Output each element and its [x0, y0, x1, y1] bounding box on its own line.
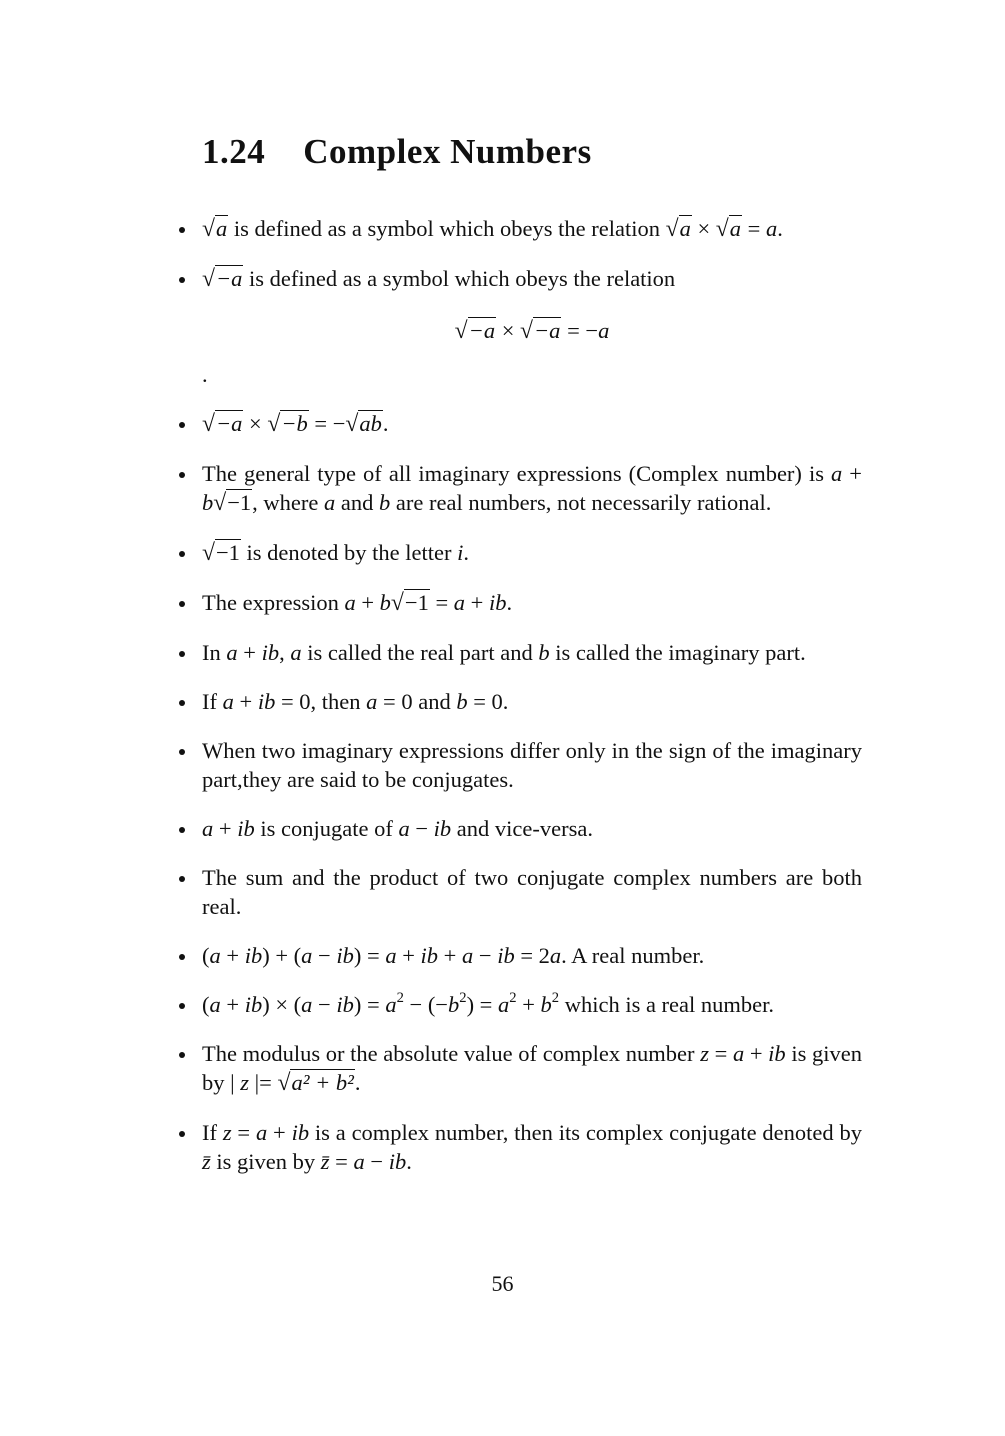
section-heading — [202, 132, 592, 172]
text-run: is given by | — [202, 1041, 862, 1095]
math-symbol: b — [540, 992, 552, 1017]
square-root — [666, 216, 692, 241]
section-number: 1.24 — [202, 132, 266, 171]
bullet-item — [202, 588, 862, 618]
math-symbol: a — [732, 1041, 745, 1066]
text-run: ) × ( — [262, 992, 302, 1017]
text-run: + — [233, 689, 258, 714]
math-symbol: ib — [433, 816, 452, 841]
trailing-period: . — [202, 362, 208, 387]
math-symbol: z — [240, 1070, 250, 1095]
text-run: . — [777, 216, 783, 241]
text-run: + — [842, 461, 862, 486]
bullet-item — [202, 214, 862, 244]
text-run: = — [429, 590, 454, 615]
square-root — [213, 490, 252, 515]
math-symbol: b — [202, 490, 214, 515]
text-run: The sum and the product of two conjugate complex numbers are both real. — [202, 865, 862, 919]
math-symbol: i — [457, 540, 464, 565]
bullet-item — [202, 863, 862, 921]
superscript: 2 — [551, 989, 560, 1006]
math-symbol: a — [453, 590, 466, 615]
math-symbol: a — [301, 943, 313, 968]
bullet-list — [202, 214, 862, 1196]
text-run: − (− — [403, 992, 448, 1017]
math-symbol: a — [398, 816, 410, 841]
square-root — [520, 318, 561, 343]
text-run: + — [516, 992, 541, 1017]
text-run: − — [312, 992, 337, 1017]
bullet-item — [202, 990, 862, 1019]
math-symbol: a — [222, 689, 234, 714]
text-run: ) = — [466, 992, 498, 1017]
text-run: ) = — [353, 992, 386, 1017]
text-run: = 0, then — [275, 689, 367, 714]
math-symbol: ib — [336, 943, 354, 968]
square-root — [391, 590, 430, 615]
text-run: is given by — [210, 1149, 321, 1174]
text-run: = — [708, 1041, 733, 1066]
square-root — [716, 216, 742, 241]
text-run: , — [279, 640, 291, 665]
math-symbol: ib — [497, 943, 515, 968]
text-run: = — [231, 1120, 256, 1145]
superscript: 2 — [396, 989, 404, 1006]
text-run: + — [355, 590, 380, 615]
radicand: a² + b² — [291, 1070, 354, 1095]
math-symbol: ib — [244, 943, 263, 968]
text-run: − — [312, 943, 337, 968]
text-run: = − — [308, 411, 346, 436]
text-run: If — [202, 689, 223, 714]
text-run: The modulus or the absolute value of complex number — [202, 1041, 701, 1066]
superscript: 2 — [459, 989, 467, 1006]
math-symbol: z̄ — [320, 1149, 330, 1174]
math-symbol: a — [385, 943, 397, 968]
math-symbol: ib — [420, 943, 439, 968]
text-run: + — [220, 992, 245, 1017]
math-symbol: ib — [261, 640, 280, 665]
math-symbol: a — [324, 490, 336, 515]
text-run: is conjugate of — [254, 816, 399, 841]
math-symbol: b — [379, 590, 391, 615]
text-run: + — [744, 1041, 769, 1066]
text-run: = 0. — [467, 689, 509, 714]
radicand: −a — [534, 318, 561, 343]
math-symbol: b — [379, 490, 391, 515]
section-title: Complex Numbers — [303, 132, 592, 171]
bullet-item — [202, 1118, 862, 1176]
text-run: is called the real part and — [301, 640, 539, 665]
text-run: − — [473, 943, 498, 968]
math-symbol: ib — [237, 816, 255, 841]
bullet-item — [202, 814, 862, 843]
radicand: −a — [468, 318, 496, 343]
square-root — [202, 540, 241, 565]
radicand: a — [729, 216, 742, 241]
text-run: + — [237, 640, 262, 665]
text-run: . — [382, 411, 389, 436]
math-symbol: a — [598, 318, 610, 343]
text-run: and vice-versa. — [451, 816, 593, 841]
text-run: × — [496, 318, 521, 343]
text-run: ( — [202, 992, 210, 1017]
radicand: −b — [281, 411, 308, 436]
text-run: . — [406, 1149, 412, 1174]
text-run: are real numbers, not necessarily rational. — [390, 490, 772, 515]
radicand: a — [679, 216, 691, 241]
math-symbol: ib — [489, 590, 507, 615]
math-symbol: a — [344, 590, 356, 615]
text-run: . A real number. — [561, 943, 705, 968]
text-run: × — [243, 411, 268, 436]
radicand: −1 — [227, 490, 252, 515]
square-root — [202, 411, 243, 436]
radicand: −a — [215, 266, 243, 291]
math-symbol: ib — [257, 689, 276, 714]
text-run: When two imaginary expressions differ only in the sign of the imaginary part,they are said to be conjugates. — [202, 738, 862, 792]
math-symbol: a — [255, 1120, 268, 1145]
bullet-item — [202, 538, 862, 568]
math-symbol: a — [290, 640, 302, 665]
text-run: . — [354, 1070, 361, 1095]
text-run: |= — [249, 1070, 278, 1095]
square-root — [202, 216, 228, 241]
text-run: − — [364, 1149, 389, 1174]
bullet-item — [202, 687, 862, 716]
math-symbol: ib — [336, 992, 354, 1017]
text-run: + — [220, 943, 245, 968]
math-symbol: a — [366, 689, 378, 714]
bullet-item — [202, 409, 862, 439]
math-symbol: a — [209, 943, 221, 968]
text-run: is denoted by the letter — [240, 540, 458, 565]
math-symbol: b — [456, 689, 468, 714]
radicand: a — [215, 216, 228, 241]
text-run: + — [465, 590, 489, 615]
text-run: ) + ( — [262, 943, 302, 968]
text-run: is defined as a symbol which obeys the relation — [243, 266, 676, 291]
superscript: 2 — [509, 989, 517, 1006]
text-run: , where — [252, 490, 325, 515]
math-symbol: a — [226, 640, 238, 665]
text-run: . — [463, 540, 470, 565]
math-symbol: ib — [244, 992, 263, 1017]
math-symbol: a — [353, 1149, 365, 1174]
page-number: 56 — [491, 1271, 514, 1296]
text-run: = — [742, 216, 766, 241]
text-run: If — [202, 1120, 223, 1145]
text-run: is called the imaginary part. — [549, 640, 806, 665]
math-symbol: z — [222, 1120, 232, 1145]
math-symbol: a — [765, 216, 778, 241]
text-run: − — [409, 816, 434, 841]
math-symbol: ib — [768, 1041, 786, 1066]
text-run: ( — [202, 943, 210, 968]
square-root — [202, 266, 243, 291]
math-symbol: ib — [388, 1149, 407, 1174]
square-root — [345, 411, 382, 436]
bullet-item — [202, 459, 862, 518]
math-symbol: a — [209, 992, 221, 1017]
text-run: and — [335, 490, 380, 515]
math-symbol: a — [461, 943, 474, 968]
text-run: is a complex number, then its complex conjugate denoted by — [309, 1120, 862, 1145]
math-symbol: a — [301, 992, 313, 1017]
square-root — [267, 411, 308, 436]
text-run: The expression — [202, 590, 345, 615]
math-symbol: ib — [291, 1120, 310, 1145]
text-run: + — [267, 1120, 292, 1145]
bullet-item — [202, 1039, 862, 1098]
math-symbol: a — [831, 461, 843, 486]
text-run: × — [691, 216, 716, 241]
text-run: which is a real number. — [559, 992, 775, 1017]
square-root — [455, 318, 496, 343]
math-symbol: a — [385, 992, 397, 1017]
text-run: The general type of all imaginary expressions (Complex number) is — [202, 461, 832, 486]
math-symbol: z̄ — [202, 1149, 211, 1174]
radicand: −1 — [215, 540, 240, 565]
bullet-item — [202, 264, 862, 389]
math-symbol: z — [700, 1041, 709, 1066]
text-run: In — [202, 640, 227, 665]
bullet-item — [202, 638, 862, 667]
text-run: is defined as a symbol which obeys the relation — [228, 216, 666, 241]
math-symbol: a — [549, 943, 562, 968]
text-run: = 2 — [514, 943, 550, 968]
text-run: = 0 and — [377, 689, 457, 714]
math-symbol: b — [538, 640, 550, 665]
radicand: −a — [215, 411, 243, 436]
text-run: + — [438, 943, 462, 968]
radicand: ab — [359, 411, 382, 436]
square-root — [277, 1070, 354, 1095]
math-symbol: a — [202, 816, 214, 841]
text-run: . — [506, 590, 513, 615]
text-run: = — [329, 1149, 354, 1174]
bullet-item — [202, 941, 862, 970]
text-run: + — [396, 943, 421, 968]
display-equation — [202, 316, 862, 346]
math-symbol: b — [448, 992, 460, 1017]
text-run: = − — [561, 318, 599, 343]
math-symbol: a — [498, 992, 510, 1017]
radicand: −1 — [404, 590, 429, 615]
text-run: + — [213, 816, 238, 841]
bullet-item — [202, 736, 862, 794]
text-run: ) = — [353, 943, 386, 968]
